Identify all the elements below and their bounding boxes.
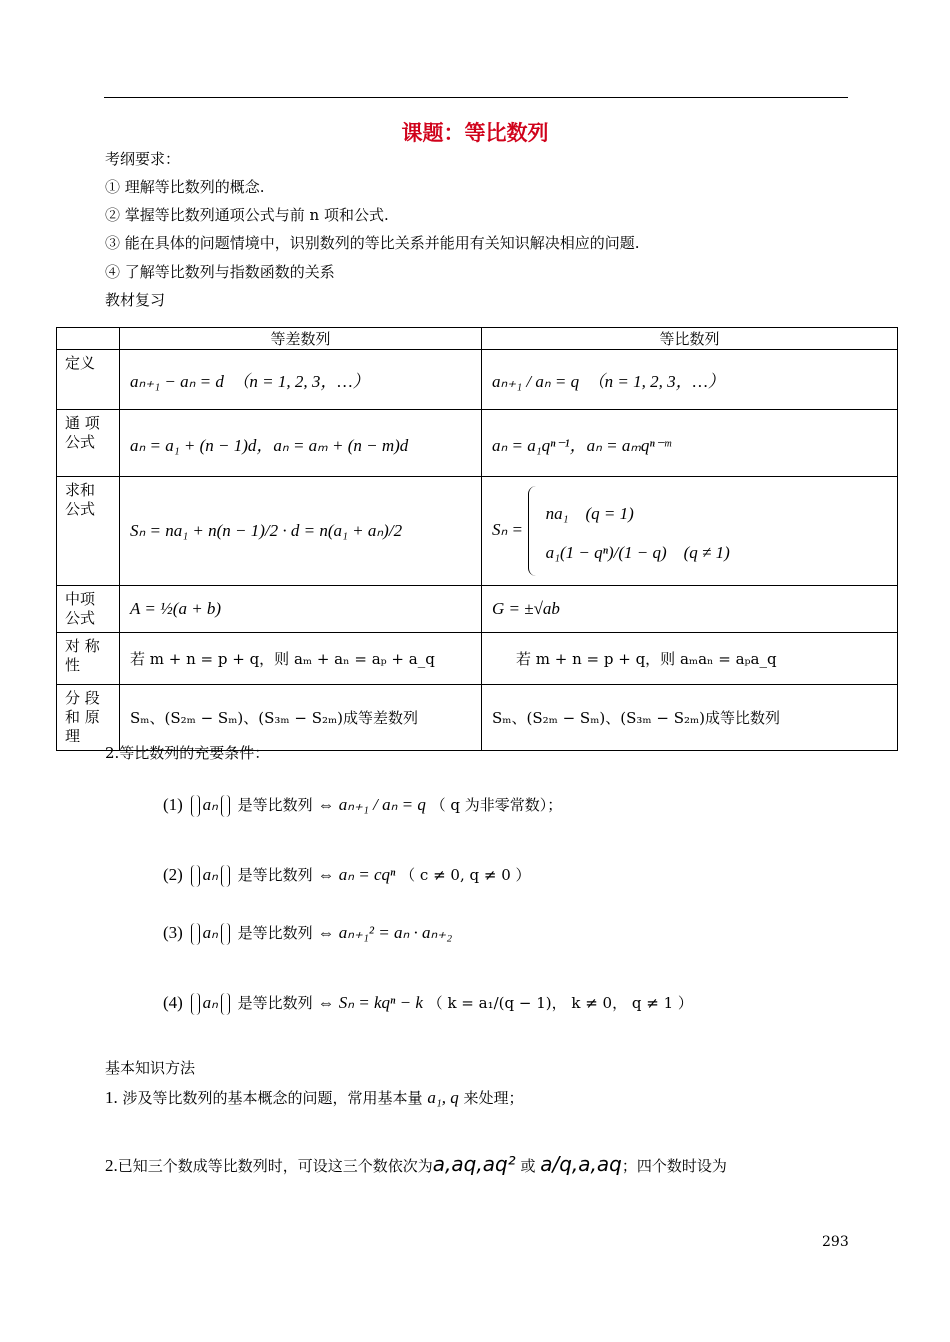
table-row-segment-sum [57, 685, 898, 751]
brace-icon [528, 486, 537, 576]
set-brace-icon [191, 923, 200, 945]
condition-formula: ⇔ aₙ₊₁² = aₙ · aₙ₊₂ [317, 923, 453, 942]
row-label: 中项 公式 [57, 586, 120, 633]
set-brace-icon [191, 865, 200, 887]
table-row-definition [57, 350, 898, 410]
set-brace-icon [221, 865, 230, 887]
sum-cases [546, 499, 730, 563]
item-number: 1. [105, 1088, 118, 1107]
table-header-row [57, 328, 898, 350]
item-text: 涉及等比数列的基本概念的问题，常用基本量 [122, 1089, 423, 1107]
table-row-symmetry [57, 633, 898, 685]
cell-geo-segment [482, 685, 898, 751]
condition-1 [163, 794, 562, 817]
condition-formula: ⇔ aₙ = cqⁿ [317, 865, 396, 884]
condition-3 [163, 922, 452, 945]
header-arithmetic: 等差数列 [120, 328, 482, 350]
item-math-1: a,aq,aq² [432, 1152, 516, 1176]
cell-arith-mean [120, 586, 482, 633]
formula: A = ½(a + b) [130, 599, 222, 618]
condition-number: (4) [163, 993, 183, 1012]
section2-heading: 2.等比数列的充要条件： [105, 744, 270, 762]
comparison-table [56, 327, 898, 751]
formula: Sₘ、(S₂ₘ − Sₘ)、(S₃ₘ − S₂ₘ)成等差数列 [130, 709, 419, 727]
formula: aₙ = a₁qⁿ⁻¹，aₙ = aₘqⁿ⁻ᵐ [492, 435, 671, 455]
sequence-symbol: aₙ [202, 795, 218, 814]
sequence-symbol: aₙ [202, 993, 218, 1012]
cell-arith-general-term [120, 410, 482, 477]
corner-cell [57, 328, 120, 350]
condition-note: （ q 为非零常数）； [430, 796, 563, 814]
item-or: 或 [520, 1157, 536, 1175]
set-brace-icon [221, 795, 230, 817]
item-tail: 来处理； [463, 1089, 524, 1107]
row-label: 分 段 和 原 理 [57, 685, 120, 751]
basics-item-2 [105, 1152, 727, 1176]
condition-is: 是等比数列 [237, 994, 313, 1012]
table-row-sum [57, 477, 898, 586]
table-row-mean [57, 586, 898, 633]
row-label: 求和 公式 [57, 477, 120, 586]
cell-arith-sum [120, 477, 482, 586]
cell-geo-definition [482, 350, 898, 410]
condition-is: 是等比数列 [237, 866, 313, 884]
syllabus-item-3: ③ 能在具体的问题情境中，识别数列的等比关系并能用有关知识解决相应的问题. [105, 234, 640, 252]
formula: 若 m + n = p + q，则 aₘ + aₙ = aₚ + a_q [130, 650, 435, 668]
header-rule [104, 97, 848, 98]
sum-lhs: Sₙ = [492, 520, 523, 539]
cell-geo-mean [482, 586, 898, 633]
cell-geo-symmetry [482, 633, 898, 685]
sequence-symbol: aₙ [202, 923, 218, 942]
item-text: 已知三个数成等比数列时，可设这三个数依次为 [117, 1157, 433, 1175]
syllabus-item-2: ② 掌握等比数列通项公式与前 n 项和公式. [105, 206, 389, 224]
condition-number: (1) [163, 795, 183, 814]
sum-case-2: a₁(1 − qⁿ)/(1 − q) (q ≠ 1) [545, 543, 730, 562]
formula: Sₙ = na₁ + n(n − 1)/2 · d = n(a₁ + aₙ)/2 [130, 521, 403, 540]
condition-4 [163, 992, 693, 1015]
row-label: 定义 [57, 350, 120, 410]
item-tail: ；四个数时设为 [621, 1157, 727, 1175]
table-row-general-term [57, 410, 898, 477]
condition-number: (2) [163, 865, 183, 884]
set-brace-icon [191, 795, 200, 817]
condition-formula: ⇔ Sₙ = kqⁿ − k [317, 993, 423, 1012]
set-brace-icon [191, 993, 200, 1015]
formula: aₙ₊₁ / aₙ = q （n = 1, 2, 3，…） [492, 372, 725, 391]
condition-note: （ k = a₁/(q − 1)， k ≠ 0， q ≠ 1 ） [427, 994, 693, 1012]
item-math-2: a/q,a,aq [540, 1152, 622, 1176]
basics-heading: 基本知识方法 [105, 1059, 196, 1077]
syllabus-heading: 考纲要求： [105, 150, 181, 168]
formula: G = ±√ab [492, 599, 560, 618]
condition-is: 是等比数列 [237, 796, 313, 814]
sequence-symbol: aₙ [202, 865, 218, 884]
formula: aₙ₊₁ − aₙ = d （n = 1, 2, 3，…） [130, 372, 370, 391]
condition-is: 是等比数列 [237, 924, 313, 942]
condition-number: (3) [163, 923, 183, 942]
header-geometric: 等比数列 [482, 328, 898, 350]
set-brace-icon [221, 923, 230, 945]
page-number: 293 [822, 1234, 849, 1250]
syllabus-item-1: ① 理解等比数列的概念. [105, 178, 265, 196]
condition-note: （ c ≠ 0, q ≠ 0 ） [400, 866, 531, 884]
set-brace-icon [221, 993, 230, 1015]
cell-arith-definition [120, 350, 482, 410]
condition-formula: ⇔ aₙ₊₁ / aₙ = q [317, 795, 426, 814]
row-label: 对 称 性 [57, 633, 120, 685]
review-heading: 教材复习 [105, 291, 166, 309]
formula: Sₘ、(S₂ₘ − Sₘ)、(S₃ₘ − S₂ₘ)成等比数列 [492, 709, 781, 727]
page-title: 课题：等比数列 [401, 121, 549, 145]
cell-geo-sum [482, 477, 898, 586]
sum-case-1: na₁ (q = 1) [545, 504, 634, 523]
condition-2 [163, 864, 531, 887]
item-number: 2. [105, 1156, 118, 1175]
item-vars: a₁, q [427, 1088, 459, 1107]
basics-item-1 [105, 1087, 524, 1108]
cell-arith-symmetry [120, 633, 482, 685]
formula: aₙ = a₁ + (n − 1)d，aₙ = aₘ + (n − m)d [130, 435, 409, 455]
formula: 若 m + n = p + q，则 aₘaₙ = aₚa_q [516, 650, 777, 668]
syllabus-item-4: ④ 了解等比数列与指数函数的关系 [105, 263, 335, 281]
row-label: 通 项 公式 [57, 410, 120, 477]
cell-arith-segment [120, 685, 482, 751]
cell-geo-general-term [482, 410, 898, 477]
